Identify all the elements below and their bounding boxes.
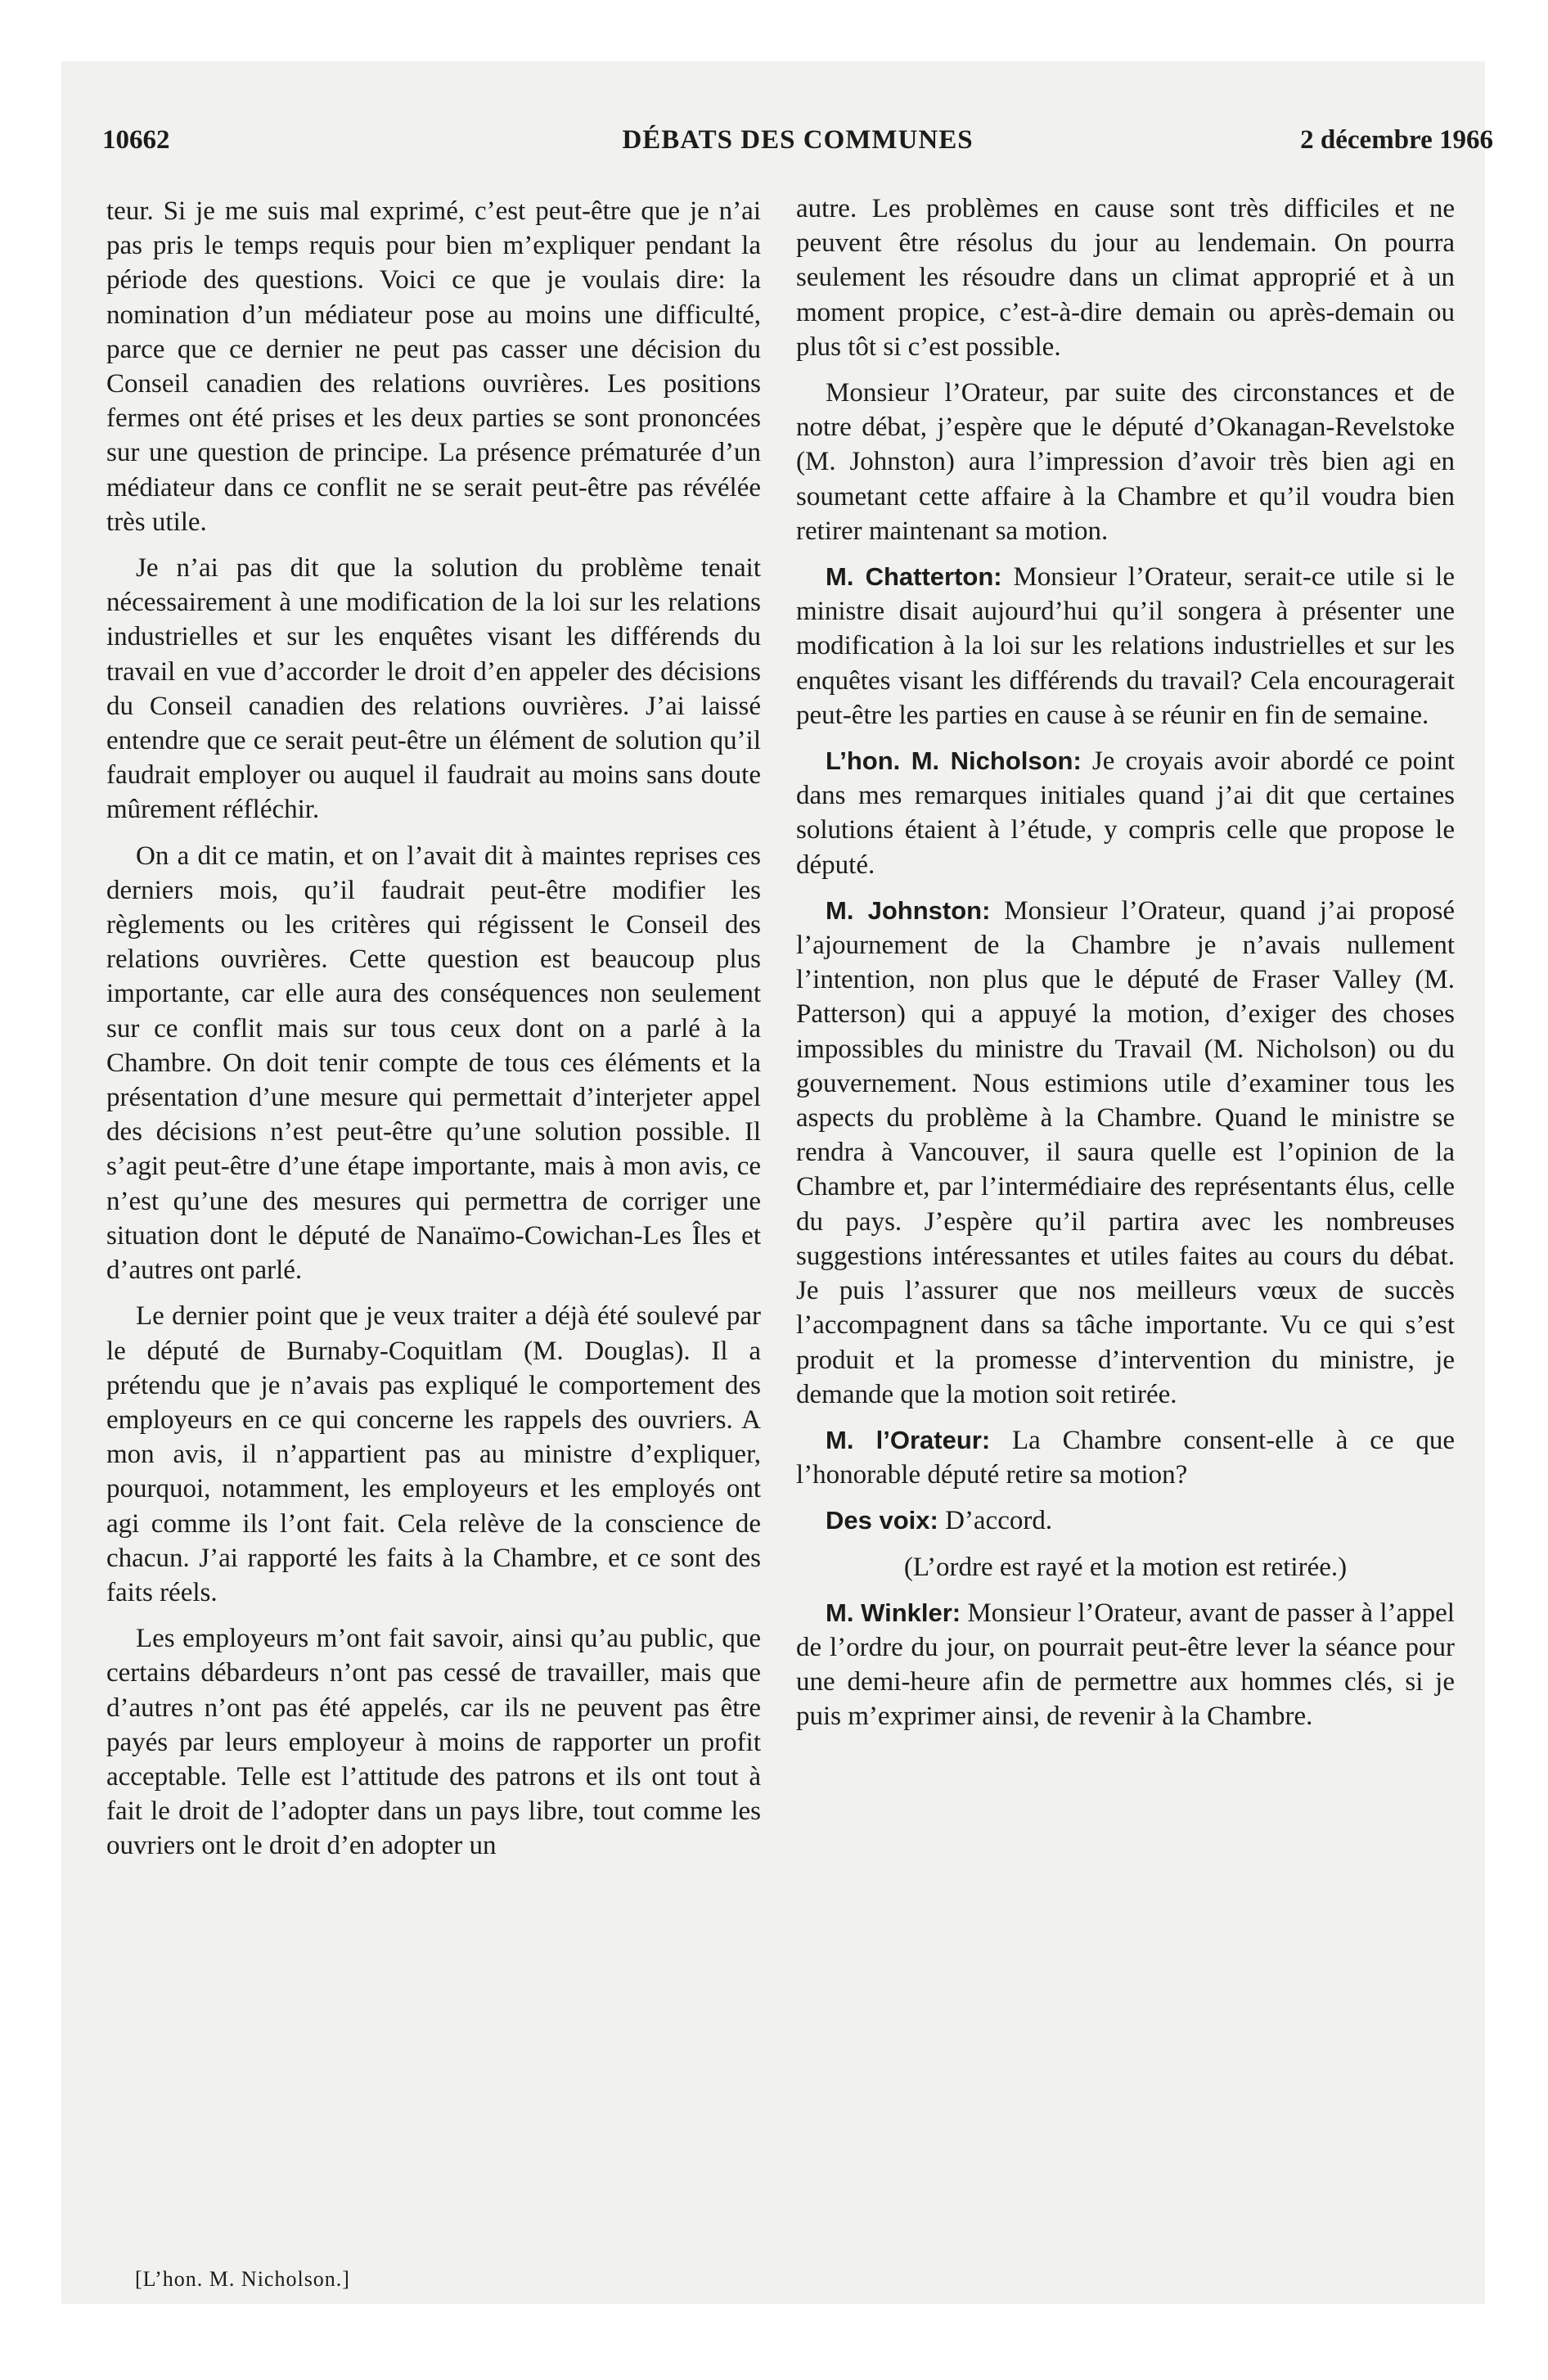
- paragraph: Je n’ai pas dit que la solution du problème tenait nécessairement à une modification de la loi sur les relations industrielles et sur les enquêtes visant les différends du travail en vue d’accorder le droit d’en appeler des décisions du Conseil canadien des relations ouvrières. J’ai laissé entendre que ce serait peut-être un élément de solution qu’il faudrait employer ou auquel il faudrait au moins sans doute mûrement réfléchir.: [106, 553, 761, 825]
- paragraph: Le dernier point que je veux traiter a déjà été soulevé par le député de Burnaby-Coquitlam (M. Douglas). Il a prétendu que je n’avais pas expliqué le comportement des employeurs en ce qui concerne les rappels des ouvriers. A mon avis, il n’appartient pas au ministre d’expliquer, pourquoi, notamment, les employeurs et les employés ont agi comme ils l’ont fait. Cela relève de la conscience de chacun. J’ai rapporté les faits à la Chambre, et ce sont des faits réels.: [106, 1301, 761, 1607]
- speech-text: La Chambre consent-elle à ce que l’honorable député retire sa motion?: [796, 1425, 1455, 1490]
- speech-text: Monsieur l’Orateur, serait-ce utile si le ministre disait aujourd’hui qu’il songera à présenter une modification à la loi sur les relations industrielles et sur les enquêtes visant les différends du travail? Cela encouragerait peut-être les parties en cause à se réunir en fin de semaine.: [796, 562, 1455, 730]
- speaker-name: L’hon. M. Nicholson:: [826, 746, 1082, 776]
- speech-paragraph: [796, 1423, 1455, 1492]
- paragraph: autre. Les problèmes en cause sont très difficiles et ne peuvent être résolus du jour au lendemain. On pourra seulement les résoudre dans un climat approprié et à un moment propice, c’est-à-dire demain ou après-demain ou plus tôt si c’est possible.: [796, 194, 1455, 362]
- page-number: 10662: [102, 125, 170, 155]
- speech-paragraph: [796, 1596, 1455, 1734]
- left-column: [106, 194, 761, 1875]
- speech-text: Monsieur l’Orateur, quand j’ai proposé l’ajournement de la Chambre je n’avais nullement l’intention, non plus que le député de Fraser Valley (M. Patterson) qui a appuyé la motion, d’exiger des choses impossibles du ministre du Travail (M. Nicholson) ou du gouvernement. Nous estimions utile d’examiner tous les aspects du problème à la Chambre. Quand le ministre se rendra à Vancouver, il saura quelle est l’opinion de la Chambre et, par l’intermédiaire des représentants élus, celle du pays. J’espère qu’il partira avec les nombreuses suggestions intéressantes et utiles faites au cours du débat. Je puis l’assurer que nos meilleurs vœux de succès l’accompagnent dans sa tâche importante. Vu ce qui s’est produit et la promesse d’intervention du ministre, je demande que la motion soit retirée.: [796, 895, 1455, 1409]
- paragraph: Les employeurs m’ont fait savoir, ainsi qu’au public, que certains débardeurs n’ont pas cessé de travailler, mais que d’autres n’ont pas été appelés, car ils ne peuvent pas être payés par leurs employeur à moins de rapporter un profit acceptable. Telle est l’attitude des patrons et ils ont tout à fait le droit de l’adopter dans un pays libre, tout comme les ouvriers ont le droit d’en adopter un: [106, 1624, 761, 1861]
- speech-paragraph: [796, 744, 1455, 882]
- speaker-name: M. Johnston:: [826, 895, 991, 925]
- speech-text: D’accord.: [938, 1506, 1053, 1536]
- speaker-name: M. l’Orateur:: [826, 1425, 991, 1454]
- speaker-name: Des voix:: [826, 1506, 938, 1535]
- paragraph: Monsieur l’Orateur, par suite des circonstances et de notre débat, j’espère que le député d’Okanagan-Revelstoke (M. Johnston) aura l’impression d’avoir très bien agi en soumetant cette affaire à la Chambre et qu’il voudra bien retirer maintenant sa motion.: [796, 378, 1455, 546]
- paragraph: teur. Si je me suis mal exprimé, c’est peut-être que je n’ai pas pris le temps requis pour bien m’expliquer pendant la période des questions. Voici ce que je voulais dire: la nomination d’un médiateur pose au moins une difficulté, parce que ce dernier ne peut pas casser une décision du Conseil canadien des relations ouvrières. Les positions fermes ont été prises et les deux parties se sont prononcées sur une question de principe. La présence prématurée d’un médiateur dans ce conflit ne se serait peut-être pas révélée très utile.: [106, 196, 761, 537]
- speech-paragraph: [796, 560, 1455, 732]
- speaker-name: M. Chatterton:: [826, 562, 1002, 592]
- right-column: [796, 192, 1455, 1746]
- paragraph: On a dit ce matin, et on l’avait dit à maintes reprises ces derniers mois, qu’il faudrait peut-être modifier les règlements ou les critères qui régissent le Conseil des relations ouvrières. Cette question est beaucoup plus importante, car elle aura des conséquences non seulement sur ce conflit mais sur tous ceux dont on a parlé à la Chambre. On doit tenir compte de tous ces éléments et la présentation d’une mesure qui permettait d’interjeter appel des décisions n’est peut-être qu’une solution possible. Il s’agit peut-être d’une étape importante, mais à mon avis, ce n’est qu’une des mesures qui permettra de corriger une situation dont le député de Nanaïmo-Cowichan-Les Îles et d’autres ont parlé.: [106, 841, 761, 1286]
- procedural-note: (L’ordre est rayé et la motion est retirée.): [903, 1552, 1348, 1582]
- speech-text: Je croyais avoir abordé ce point dans mes remarques initiales quand j’ai dit que certaines solutions étaient à l’étude, y compris celle que propose le député.: [796, 746, 1455, 880]
- page-title: DÉBATS DES COMMUNES: [622, 125, 974, 155]
- speaker-name: M. Winkler:: [826, 1598, 961, 1627]
- page-date: 2 décembre 1966: [1300, 125, 1493, 155]
- footer-note: [L’hon. M. Nicholson.]: [135, 2267, 350, 2291]
- page-header: [102, 125, 1493, 166]
- speech-paragraph: [796, 894, 1455, 1412]
- speech-paragraph: [796, 1503, 1455, 1538]
- page: [61, 61, 1493, 2304]
- speech-text: Monsieur l’Orateur, avant de passer à l’appel de l’ordre du jour, on pourrait peut-être lever la séance pour une demi-heure afin de permettre aux hommes clés, si je puis m’exprimer ainsi, de revenir à la Chambre.: [796, 1598, 1455, 1732]
